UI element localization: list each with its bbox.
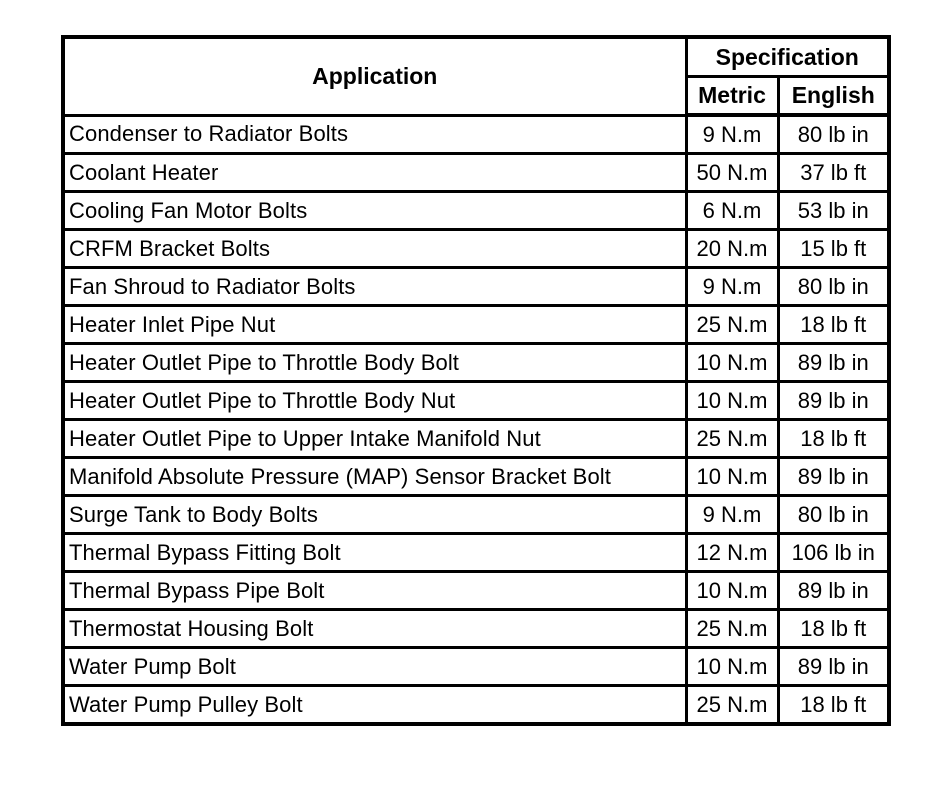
application-cell: Thermostat Housing Bolt — [63, 610, 686, 648]
metric-value-cell: 25 N.m — [686, 420, 778, 458]
table-row — [63, 610, 889, 648]
english-value-cell: 89 lb in — [778, 344, 889, 382]
metric-value-cell: 20 N.m — [686, 230, 778, 268]
english-value-cell: 18 lb ft — [778, 686, 889, 725]
english-value-cell: 89 lb in — [778, 648, 889, 686]
metric-header: Metric — [686, 77, 778, 116]
english-value-cell: 89 lb in — [778, 458, 889, 496]
table-row — [63, 648, 889, 686]
english-value-cell: 53 lb in — [778, 192, 889, 230]
english-value-cell: 89 lb in — [778, 382, 889, 420]
table-row — [63, 382, 889, 420]
application-cell: Heater Outlet Pipe to Upper Intake Manifold Nut — [63, 420, 686, 458]
table-row — [63, 192, 889, 230]
metric-value-cell: 25 N.m — [686, 686, 778, 725]
table-row — [63, 344, 889, 382]
application-cell: Surge Tank to Body Bolts — [63, 496, 686, 534]
metric-value-cell: 50 N.m — [686, 154, 778, 192]
metric-value-cell: 9 N.m — [686, 496, 778, 534]
english-value-cell: 15 lb ft — [778, 230, 889, 268]
application-cell: Thermal Bypass Pipe Bolt — [63, 572, 686, 610]
specification-header: Specification — [686, 37, 889, 77]
english-value-cell: 18 lb ft — [778, 610, 889, 648]
application-cell: Heater Outlet Pipe to Throttle Body Bolt — [63, 344, 686, 382]
metric-value-cell: 9 N.m — [686, 115, 778, 154]
english-header: English — [778, 77, 889, 116]
application-cell: Heater Outlet Pipe to Throttle Body Nut — [63, 382, 686, 420]
table-row — [63, 115, 889, 154]
table-row — [63, 268, 889, 306]
english-value-cell: 106 lb in — [778, 534, 889, 572]
metric-value-cell: 25 N.m — [686, 306, 778, 344]
application-cell: Fan Shroud to Radiator Bolts — [63, 268, 686, 306]
application-cell: Water Pump Pulley Bolt — [63, 686, 686, 725]
table-row — [63, 230, 889, 268]
application-cell: Heater Inlet Pipe Nut — [63, 306, 686, 344]
metric-value-cell: 10 N.m — [686, 458, 778, 496]
metric-value-cell: 6 N.m — [686, 192, 778, 230]
table-row — [63, 458, 889, 496]
application-cell: Coolant Heater — [63, 154, 686, 192]
application-cell: Thermal Bypass Fitting Bolt — [63, 534, 686, 572]
application-cell: CRFM Bracket Bolts — [63, 230, 686, 268]
application-header: Application — [63, 37, 686, 115]
table-row — [63, 572, 889, 610]
metric-value-cell: 9 N.m — [686, 268, 778, 306]
table-row — [63, 496, 889, 534]
english-value-cell: 80 lb in — [778, 496, 889, 534]
english-value-cell: 18 lb ft — [778, 306, 889, 344]
metric-value-cell: 10 N.m — [686, 382, 778, 420]
application-cell: Water Pump Bolt — [63, 648, 686, 686]
application-cell: Condenser to Radiator Bolts — [63, 115, 686, 154]
table-row — [63, 420, 889, 458]
metric-value-cell: 10 N.m — [686, 572, 778, 610]
english-value-cell: 80 lb in — [778, 268, 889, 306]
metric-value-cell: 10 N.m — [686, 648, 778, 686]
table-row — [63, 534, 889, 572]
english-value-cell: 80 lb in — [778, 115, 889, 154]
fastener-spec-table — [61, 35, 891, 726]
table-row — [63, 306, 889, 344]
english-value-cell: 89 lb in — [778, 572, 889, 610]
metric-value-cell: 10 N.m — [686, 344, 778, 382]
header-row-top — [63, 37, 889, 77]
application-cell: Cooling Fan Motor Bolts — [63, 192, 686, 230]
application-cell: Manifold Absolute Pressure (MAP) Sensor Bracket Bolt — [63, 458, 686, 496]
english-value-cell: 18 lb ft — [778, 420, 889, 458]
table-header — [63, 37, 889, 115]
table-row — [63, 686, 889, 725]
metric-value-cell: 12 N.m — [686, 534, 778, 572]
table-body — [63, 115, 889, 724]
english-value-cell: 37 lb ft — [778, 154, 889, 192]
metric-value-cell: 25 N.m — [686, 610, 778, 648]
table-row — [63, 154, 889, 192]
